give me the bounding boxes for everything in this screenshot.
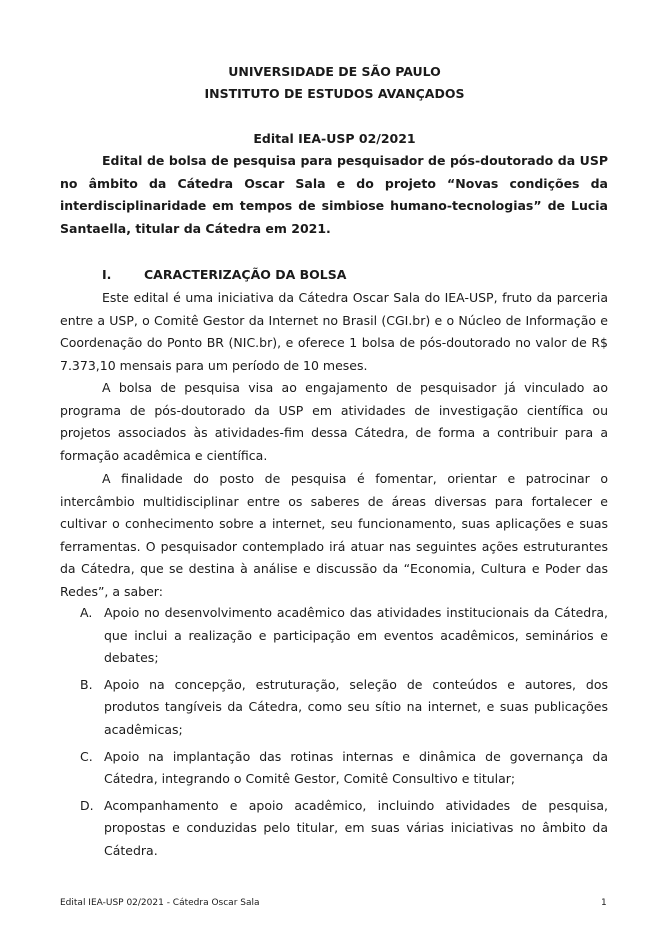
footer-text: Edital IEA-USP 02/2021 - Cátedra Oscar Sala: [60, 898, 260, 908]
paragraph-3: A finalidade do posto de pesquisa é fomentar, orientar e patrocinar o intercâmbio multidisciplinar entre os saberes de áreas diversas para fortalecer e cultivar o conhecimento sobre a internet, seu funcionamento, suas aplicações e suas ferramentas. O pesquisador contemplado irá atuar nas seguintes ações estruturantes da Cátedra, que se destina à análise e discussão da “Economia, Cultura e Poder das Redes”, a saber:: [60, 471, 608, 599]
actions-list: [80, 602, 608, 863]
list-item: [80, 746, 608, 791]
list-item-marker: A.: [80, 605, 93, 620]
list-item: [80, 795, 608, 863]
section-number: I.: [102, 267, 112, 282]
edital-subtitle: Edital de bolsa de pesquisa para pesquisador de pós-doutorado da USP no âmbito da Cátedra Oscar Sala e do projeto “Novas condições da interdisciplinaridade em tempos de simbiose humano-tecnologias” de Lucia Santaella, titular da Cátedra em 2021.: [60, 153, 608, 236]
edital-code: Edital IEA-USP 02/2021: [253, 131, 416, 146]
list-item-marker: B.: [80, 676, 93, 692]
institute-heading: INSTITUTO DE ESTUDOS AVANÇADOS: [204, 86, 465, 101]
list-item-marker: C.: [80, 748, 93, 764]
list-item: [80, 602, 608, 670]
university-heading: UNIVERSIDADE DE SÃO PAULO: [228, 64, 441, 79]
list-item-text: Acompanhamento e apoio acadêmico, incluindo atividades de pesquisa, propostas e conduzidas pelo titular, em suas várias iniciativas no âmbito da Cátedra.: [104, 797, 608, 858]
list-item-text: Apoio no desenvolvimento acadêmico das atividades institucionais da Cátedra, que inclui a realização e participação em eventos acadêmicos, seminários e debates;: [104, 605, 608, 666]
paragraph-2: A bolsa de pesquisa visa ao engajamento de pesquisador já vinculado ao programa de pós-doutorado da USP em atividades de investigação científica ou projetos associados às atividades-fim dessa Cátedra, de forma a contribuir para a formação acadêmica e científica.: [60, 380, 608, 463]
list-item: [80, 674, 608, 742]
list-item-text: Apoio na concepção, estruturação, seleção de conteúdos e autores, dos produtos tangíveis da Cátedra, como seu sítio na internet, e suas publicações acadêmicas;: [104, 676, 608, 737]
section-heading: [60, 264, 608, 286]
list-item-text: Apoio na implantação das rotinas internas e dinâmica de governança da Cátedra, integrando o Comitê Gestor, Comitê Consultivo e titular;: [104, 748, 608, 787]
paragraph-1: Este edital é uma iniciativa da Cátedra Oscar Sala do IEA-USP, fruto da parceria entre a USP, o Comitê Gestor da Internet no Brasil (CGI.br) e o Núcleo de Informação e Coordenação do Ponto BR (NIC.br), e oferece 1 bolsa de pós-doutorado no valor de R$ 7.373,10 mensais para um período de 10 meses.: [60, 290, 608, 373]
list-item-marker: D.: [80, 797, 94, 813]
section-title: CARACTERIZAÇÃO DA BOLSA: [144, 267, 347, 282]
page-number: 1: [601, 898, 607, 908]
